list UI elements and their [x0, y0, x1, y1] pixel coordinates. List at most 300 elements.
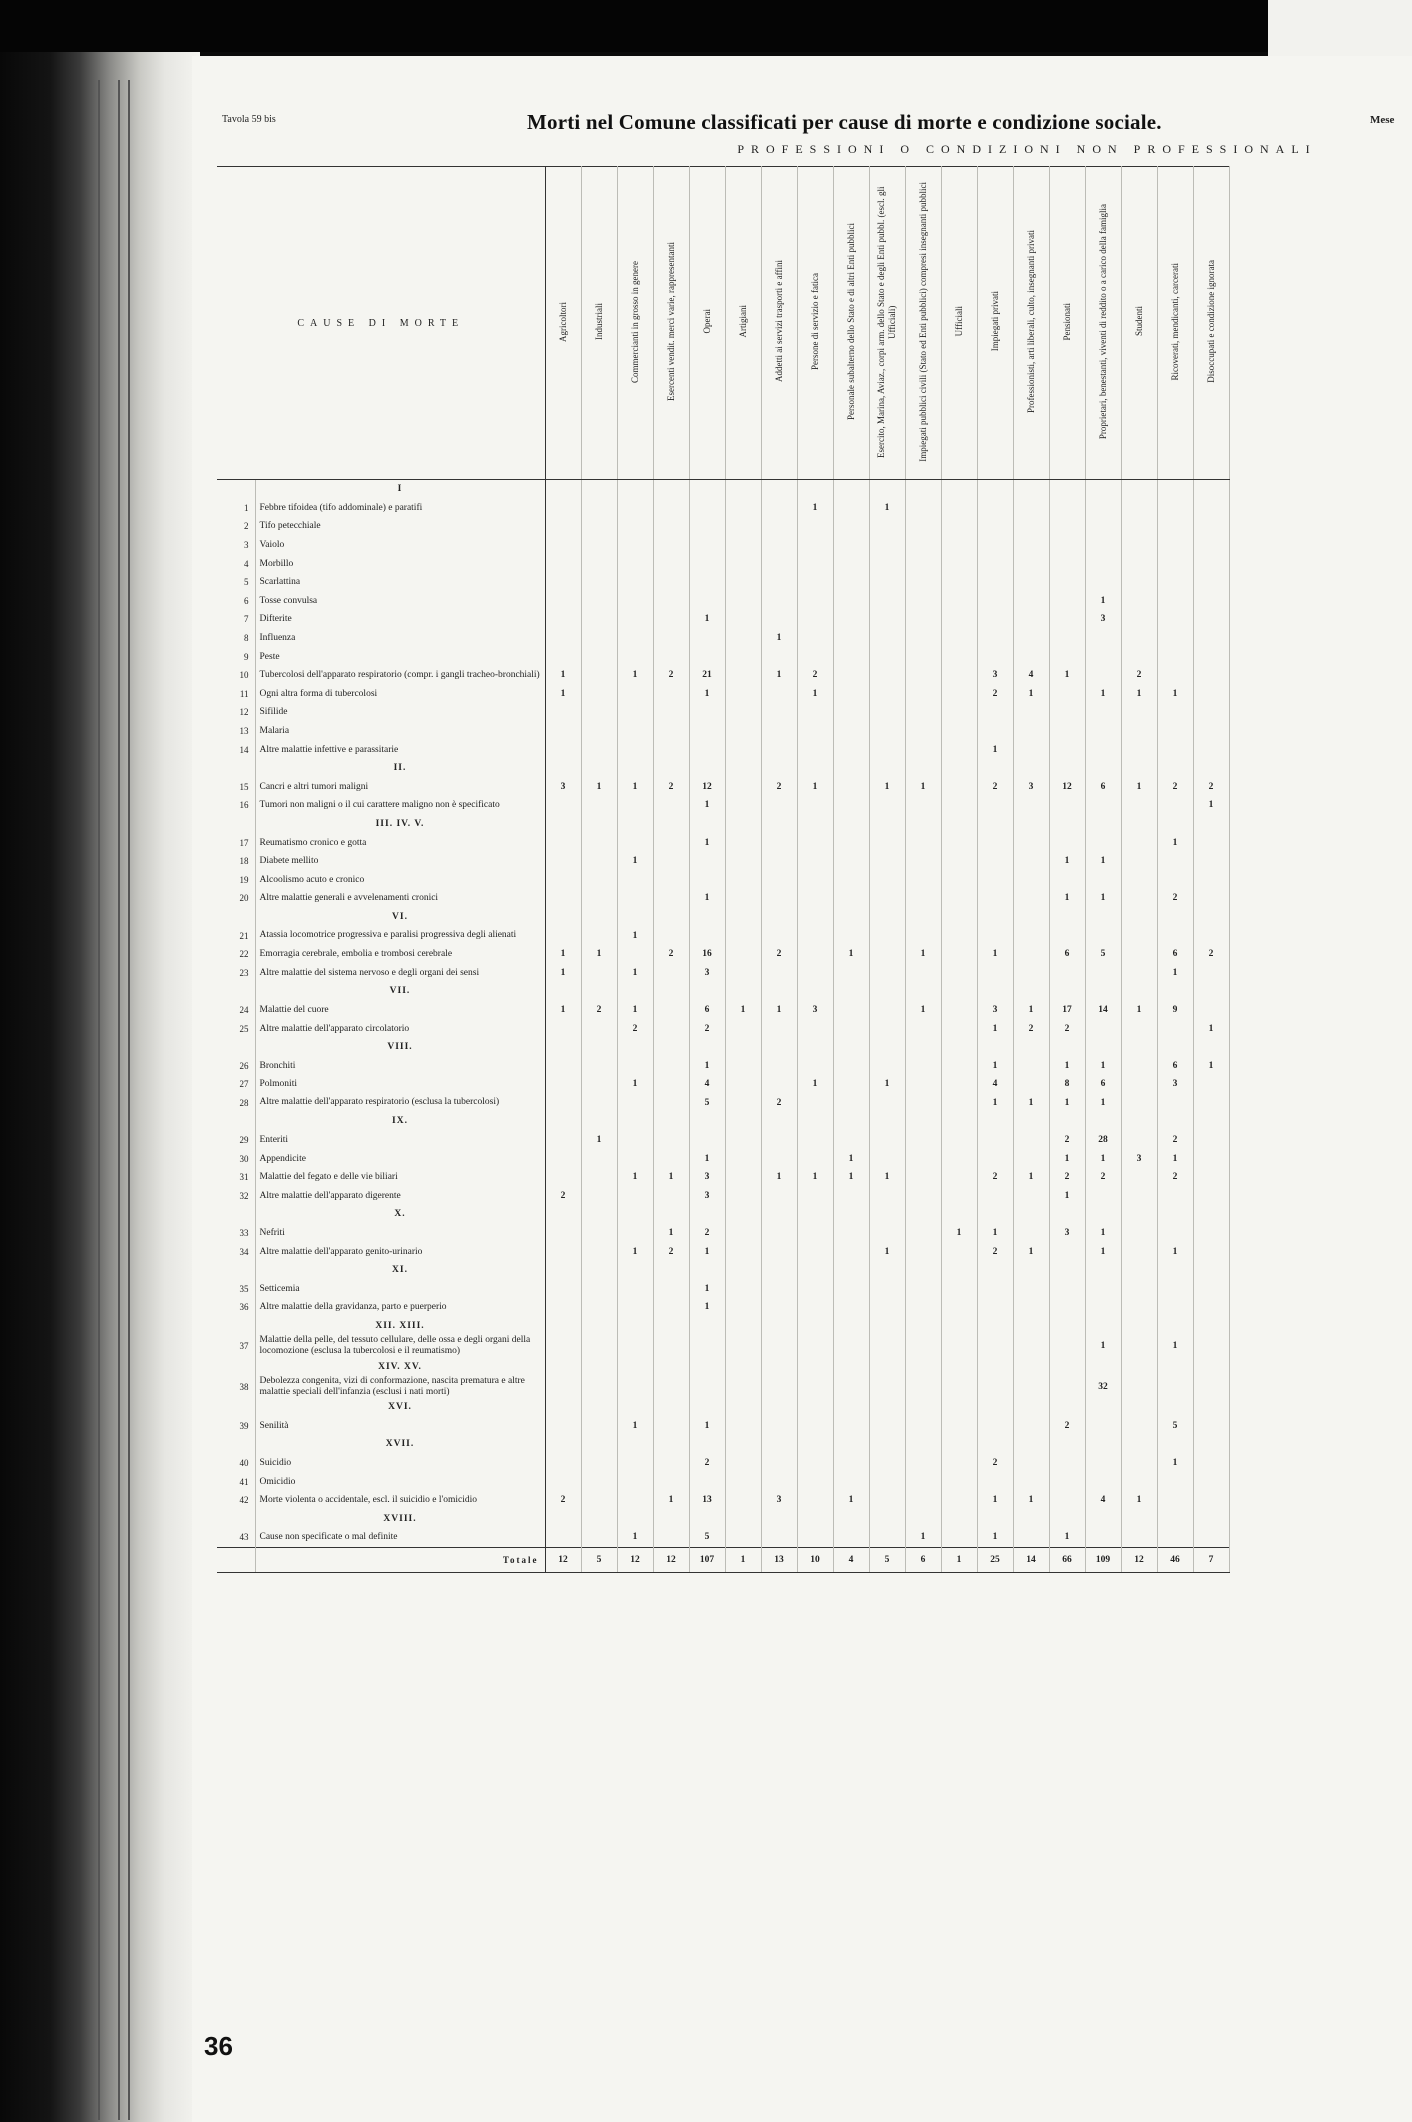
table-cell: [833, 963, 869, 982]
table-cell: [1085, 926, 1121, 945]
table-cell: 1: [653, 1491, 689, 1510]
section-heading-row: [217, 908, 1229, 927]
table-cell: [545, 1075, 581, 1094]
table-cell: [1049, 1112, 1085, 1131]
table-cell: [761, 592, 797, 611]
table-cell: [833, 573, 869, 592]
table-cell: [1193, 499, 1229, 518]
section-heading-row: [217, 1038, 1229, 1057]
table-cell: [581, 852, 617, 871]
table-cell: [1085, 1298, 1121, 1317]
table-cell: [1121, 499, 1157, 518]
table-cell: [653, 815, 689, 834]
table-cell: [797, 1528, 833, 1547]
section-heading-row: [217, 480, 1229, 499]
table-cell: [725, 554, 761, 573]
table-cell: 1: [977, 945, 1013, 964]
table-cell: [1121, 740, 1157, 759]
table-cell: [905, 685, 941, 704]
table-cell: [1193, 1454, 1229, 1473]
table-cell: [1013, 1472, 1049, 1491]
table-cell: 12: [689, 778, 725, 797]
table-cell: [761, 1187, 797, 1206]
table-cell: [725, 833, 761, 852]
column-header: [833, 167, 869, 480]
table-cell: [581, 759, 617, 778]
table-cell: [941, 1280, 977, 1299]
section-heading: X.: [255, 1205, 545, 1224]
table-cell: [761, 554, 797, 573]
table-cell: [761, 740, 797, 759]
table-row: [217, 889, 1229, 908]
table-cell: 1: [869, 1168, 905, 1187]
table-cell: 1: [1085, 1149, 1121, 1168]
section-heading-row: [217, 1112, 1229, 1131]
table-cell: [833, 1056, 869, 1075]
table-cell: [941, 1509, 977, 1528]
table-cell: 3: [797, 1001, 833, 1020]
table-cell: [581, 1472, 617, 1491]
table-cell: [941, 536, 977, 555]
table-cell: [545, 908, 581, 927]
table-cell: [1157, 1298, 1193, 1317]
table-cell: 1: [797, 685, 833, 704]
table-cell: 13: [689, 1491, 725, 1510]
table-cell: [833, 1131, 869, 1150]
cause-label: Febbre tifoidea (tifo addominale) e paratifi: [255, 499, 545, 518]
table-cell: [1121, 1417, 1157, 1436]
cause-label: Appendicite: [255, 1149, 545, 1168]
table-cell: 1: [977, 1528, 1013, 1547]
table-cell: [1193, 1205, 1229, 1224]
table-cell: [941, 1317, 977, 1336]
table-cell: [1193, 1261, 1229, 1280]
table-cell: [1193, 1298, 1229, 1317]
table-cell: [941, 740, 977, 759]
table-cell: [977, 852, 1013, 871]
table-cell: [725, 647, 761, 666]
table-cell: [977, 759, 1013, 778]
table-cell: 1: [1049, 852, 1085, 871]
table-cell: 3: [761, 1491, 797, 1510]
table-cell: [1193, 1224, 1229, 1243]
table-cell: [1121, 1168, 1157, 1187]
table-cell: [1193, 1075, 1229, 1094]
table-cell: [1121, 1056, 1157, 1075]
table-cell: [761, 703, 797, 722]
table-cell: [797, 1094, 833, 1113]
table-cell: [545, 1528, 581, 1547]
table-cell: 5: [1085, 945, 1121, 964]
table-row: [217, 1376, 1229, 1398]
cause-label: Difterite: [255, 610, 545, 629]
table-cell: [653, 685, 689, 704]
table-cell: [905, 666, 941, 685]
table-cell: [869, 722, 905, 741]
table-cell: 1: [1121, 778, 1157, 797]
spine-line: [118, 80, 120, 2120]
table-cell: [725, 759, 761, 778]
table-cell: [1049, 610, 1085, 629]
table-cell: [833, 1335, 869, 1357]
table-cell: [1157, 1112, 1193, 1131]
table-cell: [581, 926, 617, 945]
table-row: [217, 1454, 1229, 1473]
column-header: [941, 167, 977, 480]
table-cell: [653, 1509, 689, 1528]
table-cell: [581, 908, 617, 927]
section-heading: XII. XIII.: [255, 1317, 545, 1336]
table-cell: [761, 536, 797, 555]
table-cell: 2: [653, 945, 689, 964]
table-cell: [941, 1435, 977, 1454]
table-cell: [545, 740, 581, 759]
table-cell: [833, 1112, 869, 1131]
table-cell: [1049, 796, 1085, 815]
table-cell: [977, 1417, 1013, 1436]
row-number: 1: [217, 499, 255, 518]
table-cell: [1193, 517, 1229, 536]
table-cell: [797, 554, 833, 573]
table-cell: [833, 1317, 869, 1336]
cause-label: Atassia locomotrice progressiva e paralisi progressiva degli alienati: [255, 926, 545, 945]
cause-label: Omicidio: [255, 1472, 545, 1491]
table-cell: [1049, 1298, 1085, 1317]
table-cell: [1157, 1317, 1193, 1336]
table-cell: [1193, 1472, 1229, 1491]
table-cell: [581, 629, 617, 648]
table-cell: [941, 703, 977, 722]
table-cell: [1085, 703, 1121, 722]
table-cell: [617, 722, 653, 741]
table-cell: [797, 1398, 833, 1417]
table-cell: [797, 703, 833, 722]
column-header-label: Persone di servizio e fatica: [809, 273, 820, 370]
section-heading: XIV. XV.: [255, 1357, 545, 1376]
table-cell: [581, 1075, 617, 1094]
table-cell: [1193, 1131, 1229, 1150]
total-cell: 66: [1049, 1547, 1085, 1572]
table-cell: [1085, 982, 1121, 1001]
table-cell: [869, 610, 905, 629]
table-cell: [869, 1094, 905, 1113]
table-cell: [1049, 908, 1085, 927]
table-cell: [941, 573, 977, 592]
table-cell: 1: [869, 778, 905, 797]
table-cell: [1193, 1112, 1229, 1131]
table-cell: [1193, 908, 1229, 927]
table-cell: 1: [1049, 1528, 1085, 1547]
table-cell: [797, 926, 833, 945]
table-cell: [977, 963, 1013, 982]
table-cell: [797, 889, 833, 908]
table-cell: [1085, 722, 1121, 741]
total-cell: 107: [689, 1547, 725, 1572]
table-cell: [797, 1417, 833, 1436]
table-cell: [941, 1038, 977, 1057]
table-cell: [545, 573, 581, 592]
table-cell: [761, 1335, 797, 1357]
table-cell: [869, 1528, 905, 1547]
row-number: 23: [217, 963, 255, 982]
table-cell: [1013, 554, 1049, 573]
table-cell: 2: [617, 1019, 653, 1038]
table-cell: [1193, 554, 1229, 573]
table-cell: [1013, 517, 1049, 536]
table-row: [217, 1168, 1229, 1187]
table-cell: [1121, 1038, 1157, 1057]
row-number: 41: [217, 1472, 255, 1491]
table-cell: [905, 1417, 941, 1436]
table-row: [217, 1335, 1229, 1357]
column-header: [1085, 167, 1121, 480]
column-header-label: Ricoverati, mendicanti, carcerati: [1169, 262, 1180, 381]
table-cell: [833, 1280, 869, 1299]
table-cell: [689, 740, 725, 759]
table-cell: [905, 1491, 941, 1510]
table-cell: [581, 1298, 617, 1317]
table-cell: [833, 647, 869, 666]
table-cell: [1049, 536, 1085, 555]
cause-label: Debolezza congenita, vizi di conformazione, nascita prematura e altre malattie speciali dell'infanzia (esclusi i nati morti): [255, 1376, 545, 1398]
table-cell: [617, 982, 653, 1001]
table-cell: [653, 908, 689, 927]
table-cell: [869, 1298, 905, 1317]
table-cell: [833, 685, 869, 704]
table-cell: 1: [905, 1001, 941, 1020]
table-cell: [689, 1376, 725, 1398]
table-cell: [869, 1376, 905, 1398]
table-cell: [977, 1038, 1013, 1057]
table-cell: 1: [545, 945, 581, 964]
table-cell: [1049, 815, 1085, 834]
cause-label: Scarlattina: [255, 573, 545, 592]
table-cell: [869, 1112, 905, 1131]
table-cell: 2: [1193, 778, 1229, 797]
table-cell: [1085, 480, 1121, 499]
table-cell: [905, 796, 941, 815]
table-cell: [833, 554, 869, 573]
cause-label: Cause non specificate o mal definite: [255, 1528, 545, 1547]
table-cell: [905, 1205, 941, 1224]
table-cell: 2: [653, 666, 689, 685]
table-cell: [617, 833, 653, 852]
table-cell: [761, 1317, 797, 1336]
cause-label: Morbillo: [255, 554, 545, 573]
table-cell: 1: [905, 945, 941, 964]
table-cell: 2: [977, 1454, 1013, 1473]
table-cell: [797, 1357, 833, 1376]
table-cell: [725, 908, 761, 927]
table-cell: [977, 629, 1013, 648]
total-cell: 5: [581, 1547, 617, 1572]
table-cell: [1085, 1205, 1121, 1224]
table-cell: 1: [617, 1075, 653, 1094]
table-cell: [833, 740, 869, 759]
table-cell: 6: [1157, 1056, 1193, 1075]
table-cell: [941, 1472, 977, 1491]
table-cell: [617, 1435, 653, 1454]
table-cell: 1: [1085, 1056, 1121, 1075]
table-cell: [1085, 666, 1121, 685]
table-cell: [833, 759, 869, 778]
row-number: [217, 1205, 255, 1224]
column-header: [977, 167, 1013, 480]
table-cell: [1193, 685, 1229, 704]
table-cell: [1085, 1398, 1121, 1417]
table-cell: [977, 480, 1013, 499]
table-cell: [905, 1357, 941, 1376]
table-cell: [1013, 815, 1049, 834]
cause-label: Malattie della pelle, del tessuto cellulare, delle ossa e degli organi della locomozione (esclusa la tubercolosi e il reumatismo): [255, 1335, 545, 1357]
table-cell: [1049, 1491, 1085, 1510]
table-cell: [1013, 1376, 1049, 1398]
table-cell: [545, 1357, 581, 1376]
table-cell: [941, 1298, 977, 1317]
table-cell: 1: [689, 610, 725, 629]
table-cell: [1121, 889, 1157, 908]
table-cell: [869, 1149, 905, 1168]
table-cell: [761, 1472, 797, 1491]
table-cell: [797, 945, 833, 964]
section-heading: I: [255, 480, 545, 499]
table-cell: [725, 1094, 761, 1113]
row-number: [217, 1038, 255, 1057]
table-cell: [617, 554, 653, 573]
table-cell: [581, 815, 617, 834]
cause-label: Peste: [255, 647, 545, 666]
table-cell: [617, 1357, 653, 1376]
table-cell: 1: [617, 1417, 653, 1436]
column-header-label: Industriali: [593, 303, 604, 340]
table-cell: [869, 870, 905, 889]
table-cell: [725, 926, 761, 945]
row-number: [217, 982, 255, 1001]
table-cell: [1013, 647, 1049, 666]
table-cell: [689, 1335, 725, 1357]
table-cell: [617, 573, 653, 592]
row-number: 14: [217, 740, 255, 759]
column-header-label: Personale subalterno dello Stato e di altri Enti pubblici: [845, 223, 856, 420]
table-cell: [689, 759, 725, 778]
table-cell: 1: [1085, 852, 1121, 871]
total-cell: 5: [869, 1547, 905, 1572]
table-cell: [1013, 889, 1049, 908]
table-cell: [1157, 908, 1193, 927]
table-cell: [797, 1038, 833, 1057]
table-cell: [905, 1317, 941, 1336]
table-cell: [977, 815, 1013, 834]
table-cell: [905, 1376, 941, 1398]
table-cell: 1: [617, 1168, 653, 1187]
table-cell: [653, 740, 689, 759]
table-cell: [905, 703, 941, 722]
row-number: [217, 1547, 255, 1572]
table-cell: [725, 1187, 761, 1206]
table-cell: [941, 1019, 977, 1038]
table-cell: [1085, 963, 1121, 982]
table-cell: [833, 499, 869, 518]
table-cell: [1193, 889, 1229, 908]
table-cell: [653, 1038, 689, 1057]
table-cell: [1049, 1261, 1085, 1280]
table-cell: [617, 1261, 653, 1280]
table-cell: 2: [761, 945, 797, 964]
table-cell: [869, 1224, 905, 1243]
table-cell: [1049, 926, 1085, 945]
table-cell: [1121, 1472, 1157, 1491]
table-cell: 1: [1049, 1056, 1085, 1075]
table-cell: [761, 1261, 797, 1280]
cause-label: Altre malattie dell'apparato genito-urinario: [255, 1242, 545, 1261]
table-cell: [1193, 740, 1229, 759]
table-cell: [725, 480, 761, 499]
table-cell: [869, 926, 905, 945]
table-cell: [617, 647, 653, 666]
table-cell: [1157, 722, 1193, 741]
column-header: [1049, 167, 1085, 480]
table-cell: [1193, 852, 1229, 871]
table-cell: [761, 499, 797, 518]
table-cell: [761, 1019, 797, 1038]
table-cell: 1: [689, 1056, 725, 1075]
table-cell: [941, 610, 977, 629]
table-cell: [1121, 703, 1157, 722]
table-cell: [941, 1376, 977, 1398]
table-cell: [797, 796, 833, 815]
column-header: [905, 167, 941, 480]
table-cell: [725, 1019, 761, 1038]
table-cell: [1193, 926, 1229, 945]
table-cell: 1: [617, 926, 653, 945]
table-cell: [1085, 1435, 1121, 1454]
table-cell: 28: [1085, 1131, 1121, 1150]
mortality-table: [217, 166, 1230, 1573]
table-cell: 1: [1085, 889, 1121, 908]
table-cell: 1: [689, 889, 725, 908]
table-row: [217, 573, 1229, 592]
row-number: 13: [217, 722, 255, 741]
table-cell: [1121, 536, 1157, 555]
table-cell: [1121, 1224, 1157, 1243]
table-cell: [869, 703, 905, 722]
table-cell: [1121, 945, 1157, 964]
table-cell: [581, 963, 617, 982]
table-cell: [1193, 1001, 1229, 1020]
table-cell: [545, 1472, 581, 1491]
table-cell: 1: [977, 1491, 1013, 1510]
table-cell: [689, 1509, 725, 1528]
table-cell: [581, 1261, 617, 1280]
table-cell: [617, 870, 653, 889]
table-cell: [941, 1454, 977, 1473]
table-cell: 1: [1085, 1242, 1121, 1261]
table-cell: [581, 870, 617, 889]
table-cell: 1: [689, 1280, 725, 1299]
month-label: Mese: [1370, 114, 1395, 126]
row-number: 33: [217, 1224, 255, 1243]
table-cell: [869, 647, 905, 666]
table-cell: [797, 759, 833, 778]
table-cell: [653, 1149, 689, 1168]
table-cell: 1: [1013, 1242, 1049, 1261]
table-cell: [797, 722, 833, 741]
table-cell: [833, 1435, 869, 1454]
table-cell: [1157, 926, 1193, 945]
table-cell: [725, 778, 761, 797]
section-heading: II.: [255, 759, 545, 778]
table-cell: [977, 833, 1013, 852]
